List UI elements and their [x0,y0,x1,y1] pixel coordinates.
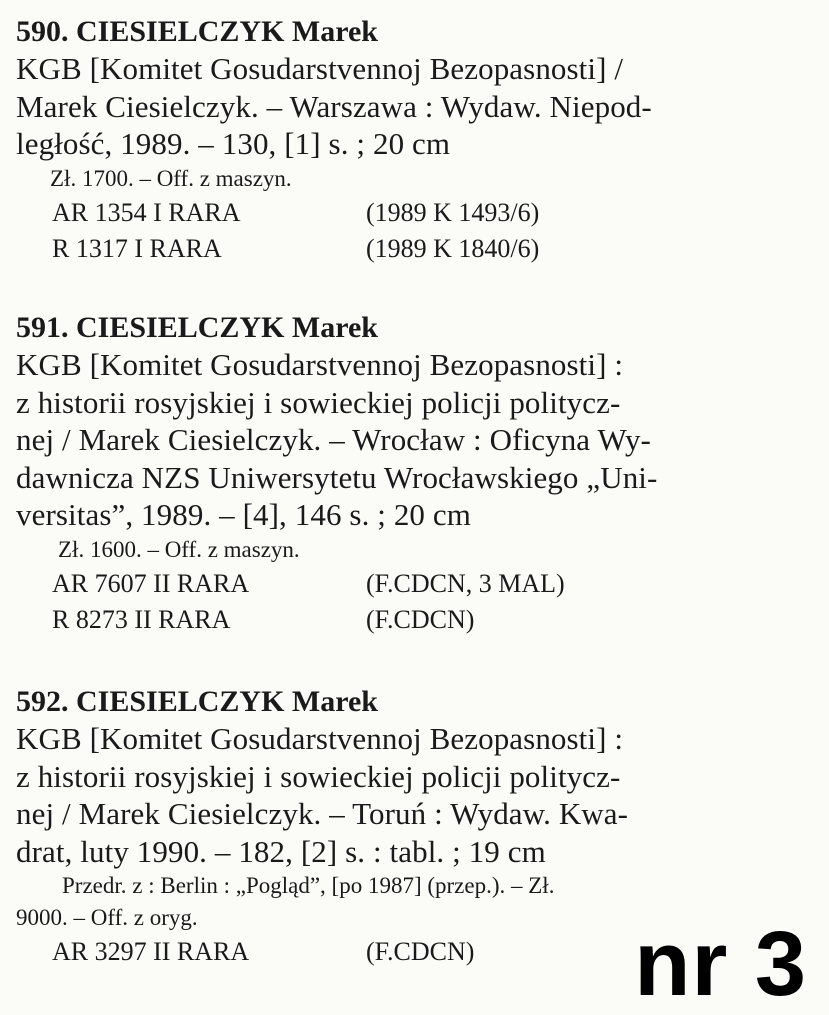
holding-source: (F.CDCN, 3 MAL) [366,568,565,598]
holding-row [16,566,816,602]
entry-heading: 590. CIESIELCZYK Marek [16,15,378,48]
entry-description-line: nej / Marek Ciesielczyk. – Toruń : Wydaw. Kwa- [16,796,629,831]
entry-description-line: KGB [Komitet Gosudarstvennoj Bezopasnosti] : [16,721,624,756]
entry-note: Zł. 1700. – Off. z maszyn. [50,165,292,191]
holding-signature: AR 3297 II RARA [52,937,250,966]
entry-description-line: z historii rosyjskiej i sowieckiej policji politycz- [16,758,621,794]
holding-signature: R 1317 I RARA [52,233,222,263]
entry-description-line: KGB [Komitet Gosudarstvennoj Bezopasnosti] : [16,347,624,382]
holding-row [16,602,816,638]
entry-description-line: KGB [Komitet Gosudarstvennoj Bezopasnosti] / [16,51,624,86]
entry-description-line: ległość, 1989. – 130, [1] s. ; 20 cm [16,126,451,161]
entry-note: 9000. – Off. z oryg. [16,905,198,930]
entry-description-line: Marek Ciesielczyk. – Warszawa : Wydaw. Niepod- [16,88,652,124]
entry-description-line: drat, luty 1990. – 182, [2] s. : tabl. ; 19 cm [16,833,546,869]
entry-heading: 591. CIESIELCZYK Marek [16,311,378,344]
holding-source: (F.CDCN) [366,937,475,966]
entry-heading: 592. CIESIELCZYK Marek [16,685,378,718]
entry-description-line: z historii rosyjskiej i sowieckiej policji politycz- [16,384,621,420]
entry-description-line: nej / Marek Ciesielczyk. – Wrocław : Oficyna Wy- [16,422,651,457]
entry-description-line: versitas”, 1989. – [4], 146 s. ; 20 cm [16,497,471,532]
holding-row [16,231,816,267]
entry-note: Przedr. z : Berlin : „Pogląd”, [po 1987] (przep.). – Zł. [62,873,555,898]
holding-row [16,195,816,231]
holding-signature: AR 1354 I RARA [52,197,241,227]
holding-signature: R 8273 II RARA [52,604,231,634]
holding-signature: AR 7607 II RARA [52,568,250,598]
catalog-entry-590 [16,14,816,267]
catalog-entry-591 [16,310,816,638]
entry-description-line: dawnicza NZS Uniwersytetu Wrocławskiego „Uni- [16,459,658,495]
entry-note: Zł. 1600. – Off. z maszyn. [58,536,300,562]
holding-source: (1989 K 1840/6) [366,233,540,263]
page-number-label: nr 3 [634,913,807,1015]
holding-source: (F.CDCN) [366,604,475,634]
holding-source: (1989 K 1493/6) [366,197,540,227]
